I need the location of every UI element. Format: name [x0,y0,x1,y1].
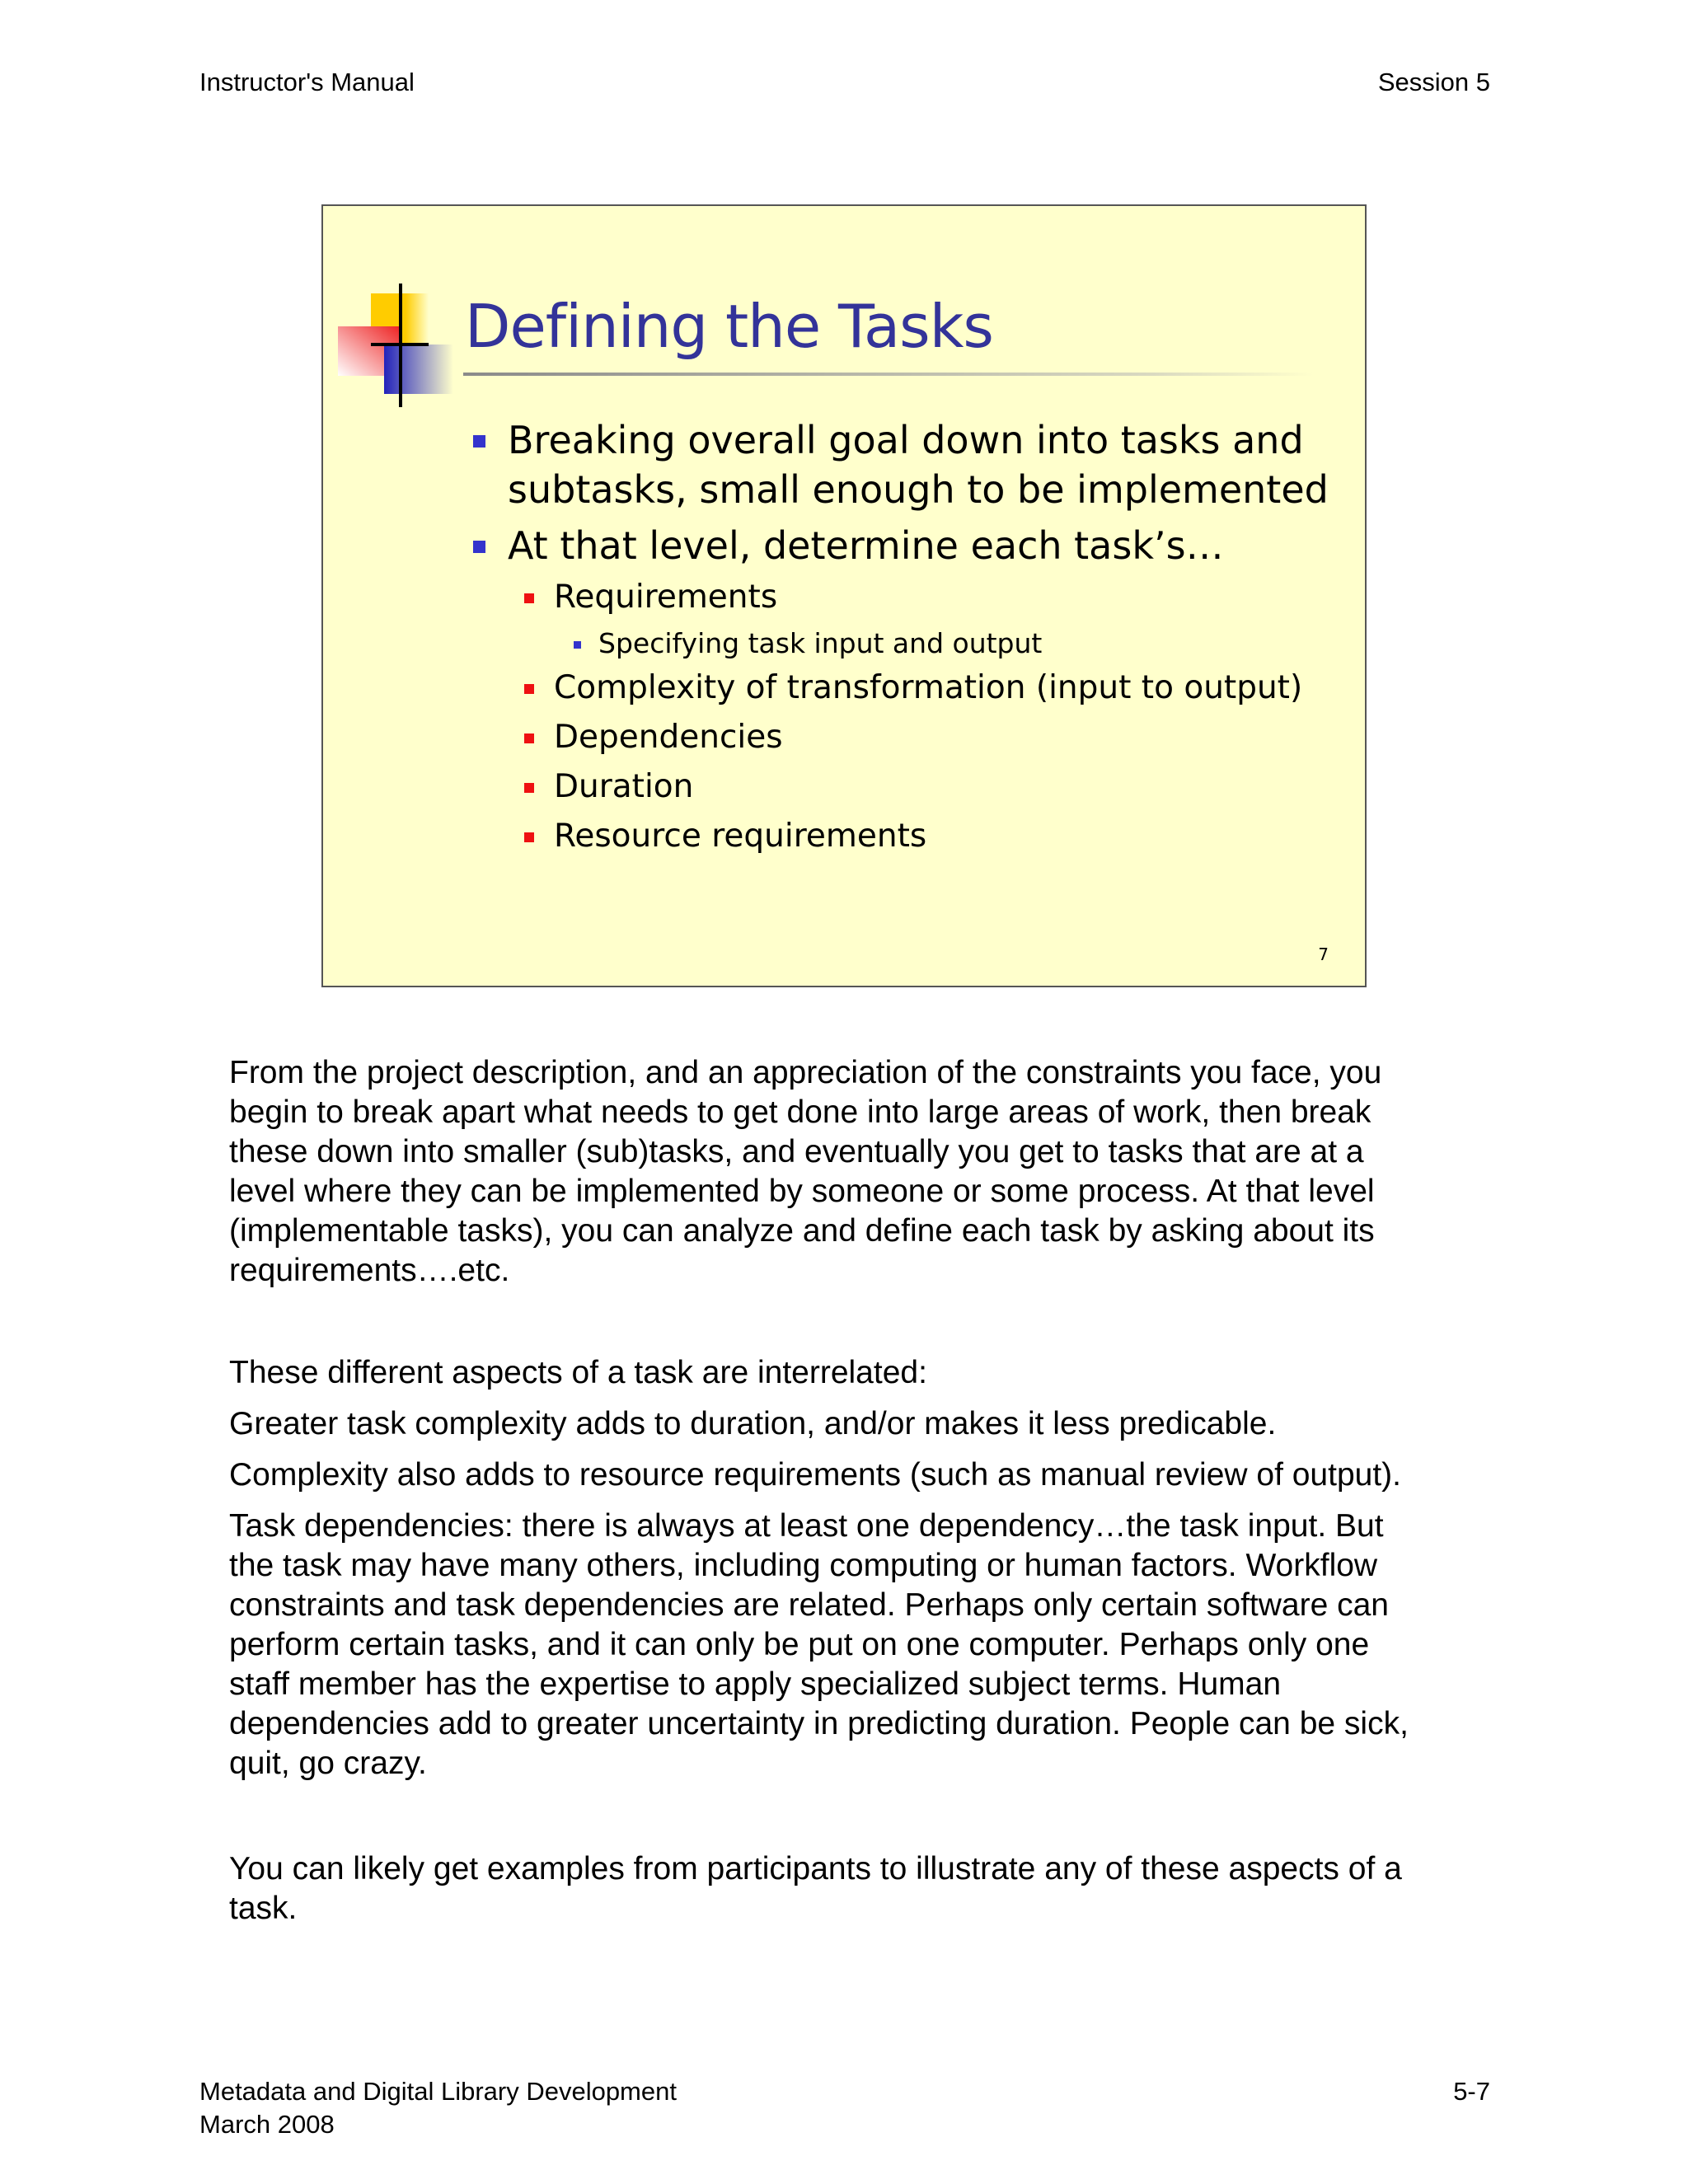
slide-bullet-1-continued [508,465,1329,514]
footer-date: March 2008 [199,2110,335,2139]
slide-bullet-1 [508,415,1304,465]
square-bullet-icon [574,641,581,649]
text-line: staff member has the expertise to apply specialized subject terms. Human [229,1666,1282,1702]
text-line: From the project description, and an appreciation of the constraints you face, you [229,1055,1382,1090]
text-line: task. [229,1891,298,1926]
paragraph-1 [229,1053,1482,1291]
slide-subbullet-text: Requirements [554,579,778,616]
footer-page-number: 5-7 [1453,2077,1490,2106]
square-bullet-icon [524,684,534,694]
text-line: begin to break apart what needs to get done into large areas of work, then break [229,1094,1372,1130]
slide-subbullet [554,668,1302,709]
slide-logo-icon [336,284,468,407]
title-divider [463,373,1314,376]
text-line: perform certain tasks, and it can only be put on one computer. Perhaps only one [229,1627,1370,1662]
slide-subbullet [554,816,926,857]
slide-bullet-text: Breaking overall goal down into tasks and [508,418,1304,462]
text-line: these down into smaller (sub)tasks, and eventually you get to tasks that are at a [229,1134,1364,1169]
footer-course-title: Metadata and Digital Library Development [199,2077,677,2106]
slide-bullet-2 [508,521,1224,570]
text-line: requirements….etc. [229,1253,510,1288]
text-line: the task may have many others, including computing or human factors. Workflow [229,1548,1378,1583]
text-line: constraints and task dependencies are related. Perhaps only certain software can [229,1587,1389,1623]
square-bullet-icon [524,733,534,743]
paragraph-5 [229,1507,1482,1783]
slide-subbullet-text: Dependencies [554,719,783,756]
slide-subbullet [554,766,693,808]
footer-left [199,2075,677,2141]
paragraph-6 [229,1849,1482,1929]
paragraph-4: Complexity also adds to resource requirements (such as manual review of output). [229,1457,1401,1493]
slide-bullet-text: At that level, determine each task’s… [508,523,1224,568]
header-right: Session 5 [1377,68,1490,96]
text-line: You can likely get examples from participants to illustrate any of these aspects of a [229,1851,1402,1886]
slide-title: Defining the Tasks [465,292,993,361]
paragraph-2: These different aspects of a task are interrelated: [229,1355,927,1390]
square-bullet-icon [473,435,485,448]
text-line: quit, go crazy. [229,1746,427,1781]
text-line: level where they can be implemented by someone or some process. At that level [229,1174,1375,1209]
slide-number: 7 [1318,944,1329,964]
paragraph-3: Greater task complexity adds to duration, and/or makes it less predicable. [229,1406,1277,1441]
square-bullet-icon [524,832,534,842]
square-bullet-icon [524,783,534,793]
header-left: Instructor's Manual [199,68,415,96]
text-line: dependencies add to greater uncertainty in predicting duration. People can be sick, [229,1706,1409,1741]
slide-subbullet [554,577,777,618]
text-line: Task dependencies: there is always at least one dependency…the task input. But [229,1508,1384,1544]
slide-subbullet [554,717,783,758]
square-bullet-icon [524,593,534,603]
slide-frame [321,204,1367,987]
slide-subbullet-text: Complexity of transformation (input to output) [554,669,1303,706]
slide-bullet-text: subtasks, small enough to be implemented [508,467,1329,512]
slide-subsubbullet-text: Specifying task input and output [598,627,1043,659]
slide-subbullet-text: Duration [554,768,694,805]
slide-subsubbullet [598,626,1042,661]
slide-subbullet-text: Resource requirements [554,818,927,855]
square-bullet-icon [473,541,485,553]
text-line: (implementable tasks), you can analyze and define each task by asking about its [229,1213,1375,1249]
